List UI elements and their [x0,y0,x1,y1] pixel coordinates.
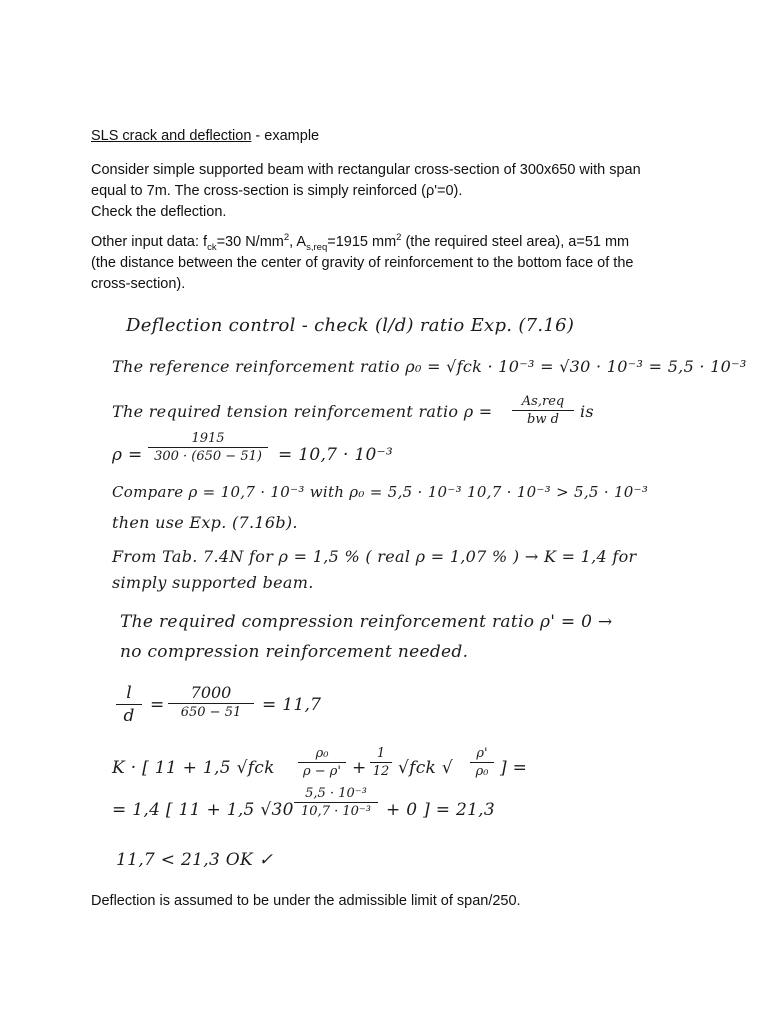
intro-line-3: Check the deflection. [91,204,227,220]
hw-rhop-over-rho0-fraction [470,746,494,779]
hw-ld-result: = 11,7 [262,695,322,715]
hw-rho-result: = 10,7 · 10⁻³ [278,445,394,465]
hw-as-req: As,req [521,394,565,409]
hw-rho-num: 1915 [191,431,225,446]
as-subscript: s,req [306,241,328,253]
fck-superscript: 2 [283,232,290,244]
input-line-3: cross-section). [91,276,186,292]
hw-title: Deflection control - check (l/d) ratio Exp. (7.16) [126,315,575,336]
hw-from-table: From Tab. 7.4N for ρ = 1,5 % ( real ρ = 1,07 % ) → K = 1,4 for [112,547,637,566]
hw-rho-ratio-fraction [298,746,346,779]
hw-bw-d: bw d [512,410,574,427]
intro-line-2: equal to 7m. The cross-section is simply reinforced (ρ'=0). [91,183,463,199]
fck-subscript: ck [207,241,217,253]
hw-is: is [580,402,594,421]
hw-d: d [116,704,142,726]
as-superscript: 2 [396,232,402,244]
hw-simply-supported: simply supported beam. [112,573,314,592]
hw-plus: + [352,758,367,778]
closing-sentence: Deflection is assumed to be under the admissible limit of span/250. [91,893,521,909]
as-rest: (the required steel area), a=51 mm [401,234,630,250]
hw-sub-den: 10,7 · 10⁻³ [294,802,378,819]
hw-rho-den: 300 · (650 − 51) [148,447,268,464]
fck-value: =30 N/mm [216,234,284,250]
hw-twelve: 12 [370,762,392,779]
hw-conclusion: 11,7 < 21,3 OK ✓ [116,850,274,870]
hw-equals: = [150,695,165,715]
hw-compare: Compare ρ = 10,7 · 10⁻³ with ρ₀ = 5,5 · 10⁻³ 10,7 · 10⁻³ > 5,5 · 10⁻³ [112,483,649,501]
hw-rho-eq: ρ = [112,445,143,465]
hw-one-twelfth-fraction [370,746,392,779]
hw-rho-fraction [148,431,268,464]
hw-rhop: ρ' [476,746,488,761]
heading-underlined: SLS crack and deflection [91,128,252,144]
input-line-2: (the distance between the center of gravity of reinforcement to the bottom face of the [91,255,634,271]
hw-formula-start: K · [ 11 + 1,5 √fck [112,758,275,778]
intro-line-1: Consider simple supported beam with rectangular cross-section of 300x650 with span [91,162,641,178]
hw-compression-ratio: The required compression reinforcement ratio ρ' = 0 → [120,612,613,632]
hw-formula-end: ] = [500,758,528,778]
as-value: =1915 mm [327,234,397,250]
hw-l: l [126,683,132,703]
hw-span-den: 650 − 51 [168,703,254,720]
hw-rho0-den: ρ₀ [470,762,494,779]
hw-rho0: ρ₀ [315,746,329,761]
hw-reference-ratio: The reference reinforcement ratio ρ₀ = √fck · 10⁻³ = √30 · 10⁻³ = 5,5 · 10⁻³ [112,357,747,376]
hw-sqrt-fck: √fck √ [398,758,453,778]
hw-required-ratio-label: The required tension reinforcement ratio ρ = [112,402,493,421]
hw-substitution-fraction [294,786,378,819]
hw-span-fraction [168,683,254,720]
hw-span-num: 7000 [190,683,232,702]
hw-l-over-d-fraction [116,683,142,726]
hw-substitution-start: = 1,4 [ 11 + 1,5 √30 [112,800,294,820]
hw-then-use: then use Exp. (7.16b). [112,513,298,532]
hw-no-compression: no compression reinforcement needed. [120,642,469,662]
heading-rest: - example [251,128,320,144]
hw-rho-minus-rhop: ρ − ρ' [298,762,346,779]
input-prefix: Other input data: f [91,234,208,250]
as-prefix: , A [289,234,307,250]
hw-substitution-result: + 0 ] = 21,3 [386,800,496,820]
hw-sub-num: 5,5 · 10⁻³ [305,786,367,801]
hw-as-over-bd-fraction [512,394,574,427]
hw-one: 1 [376,746,386,761]
